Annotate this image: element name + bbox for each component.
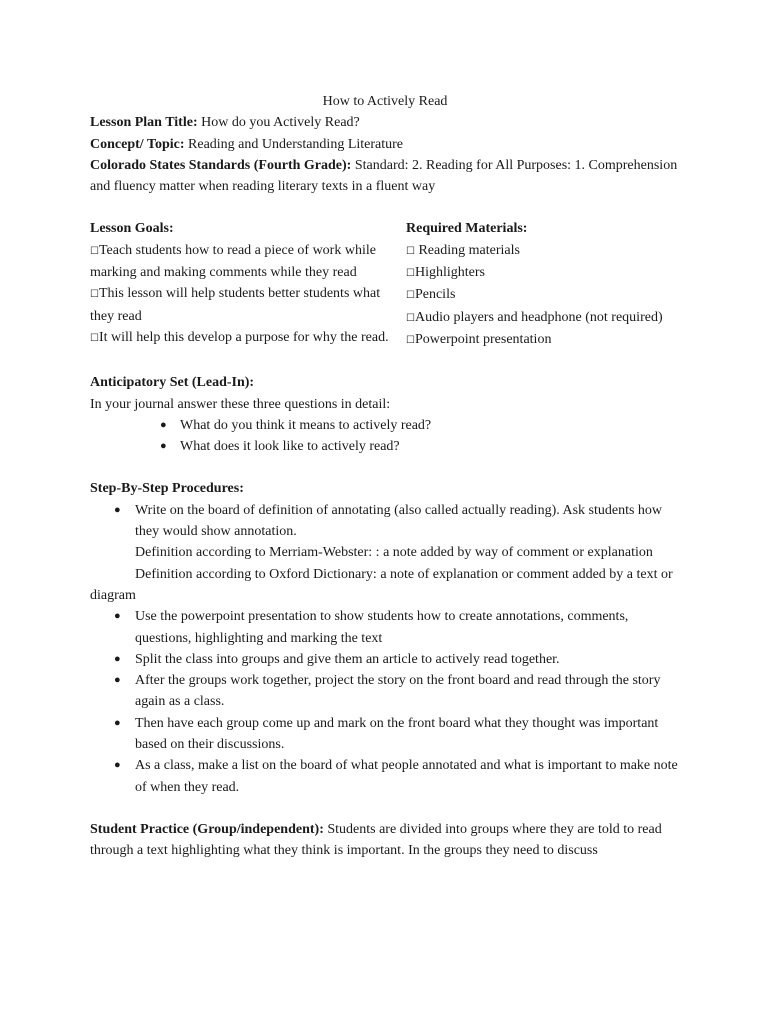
procedures-list-continued [90,606,680,798]
anticipatory-intro: In your journal answer these three questions in detail: [90,396,391,412]
list-item: ● Write on the board of definition of annotating (also called actually reading). Ask students how they would show annotation. [135,500,680,543]
list-item: ● What does it look like to actively read? [160,436,680,457]
concept-line [90,134,680,155]
lesson-goals-heading: Lesson Goals: [90,221,174,237]
concept-label: Concept/ Topic: [90,136,185,152]
procedures-heading: Step-By-Step Procedures: [90,481,244,497]
required-materials [406,218,676,351]
list-item: ● Use the powerpoint presentation to show students how to create annotations, comments, questions, highlighting and marking the text [135,606,680,649]
anticipatory-heading: Anticipatory Set (Lead-In): [90,375,255,391]
list-item: ● After the groups work together, project the story on the front board and read through the story again as a class. [135,670,680,713]
goal-item: ☐This lesson will help students better students what they read [90,286,381,324]
document-body [90,91,680,862]
checkbox-icon: ☐ [406,245,415,257]
material-item: ☐Audio players and headphone (not required) [406,309,663,325]
checkbox-icon: ☐ [406,312,415,324]
checkbox-icon: ☐ [406,290,415,302]
material-item: ☐Pencils [406,287,456,303]
standards-value: Standard: 2. Reading for All Purposes: 1. Comprehension and fluency matter when reading literary texts in a fluent way [90,157,678,195]
list-item: ● What do you think it means to actively read? [160,415,680,436]
anticipatory-questions [90,415,680,458]
procedures-list [90,500,680,543]
standards-label: Colorado States Standards (Fourth Grade): [90,157,352,173]
lesson-plan-title-label: Lesson Plan Title: [90,115,198,131]
list-item: ● As a class, make a list on the board of what people annotated and what is important to make note of when they read. [135,755,680,798]
list-item: ● Then have each group come up and mark on the front board what they thought was important based on their discussions. [135,713,680,756]
document-title: How to Actively Read [322,94,448,109]
required-materials-heading: Required Materials: [406,221,528,237]
goal-item: ☐It will help this develop a purpose for why the read. [90,329,389,345]
concept-value: Reading and Understanding Literature [184,136,403,152]
checkbox-icon: ☐ [90,245,99,257]
student-practice [90,819,680,862]
student-practice-text: Students are divided into groups where they are told to read through a text highlighting what they think is important. In the groups they need to discuss [90,821,662,859]
standards-line [90,155,680,198]
lesson-plan-title-line [90,112,680,133]
goal-item: ☐Teach students how to read a piece of work while marking and making comments while they read [90,242,376,281]
material-item: ☐ Reading materials [406,242,520,258]
checkbox-icon: ☐ [90,332,99,344]
definition-oxford: Definition according to Oxford Dictionary: a note of explanation or comment added by a text or diagram [90,566,673,603]
checkbox-icon: ☐ [406,268,415,280]
list-item: ● Split the class into groups and give them an article to actively read together. [135,649,680,670]
material-item: ☐Highlighters [406,265,485,281]
material-item: ☐Powerpoint presentation [406,331,552,347]
goals-materials-section [90,218,680,351]
lesson-goals [90,218,406,351]
checkbox-icon: ☐ [90,289,99,301]
lesson-plan-title-value: How do you Actively Read? [197,115,360,131]
checkbox-icon: ☐ [406,334,415,346]
student-practice-label: Student Practice (Group/independent): [90,821,324,837]
definition-merriam-webster: Definition according to Merriam-Webster: : a note added by way of comment or explanation [135,545,653,561]
